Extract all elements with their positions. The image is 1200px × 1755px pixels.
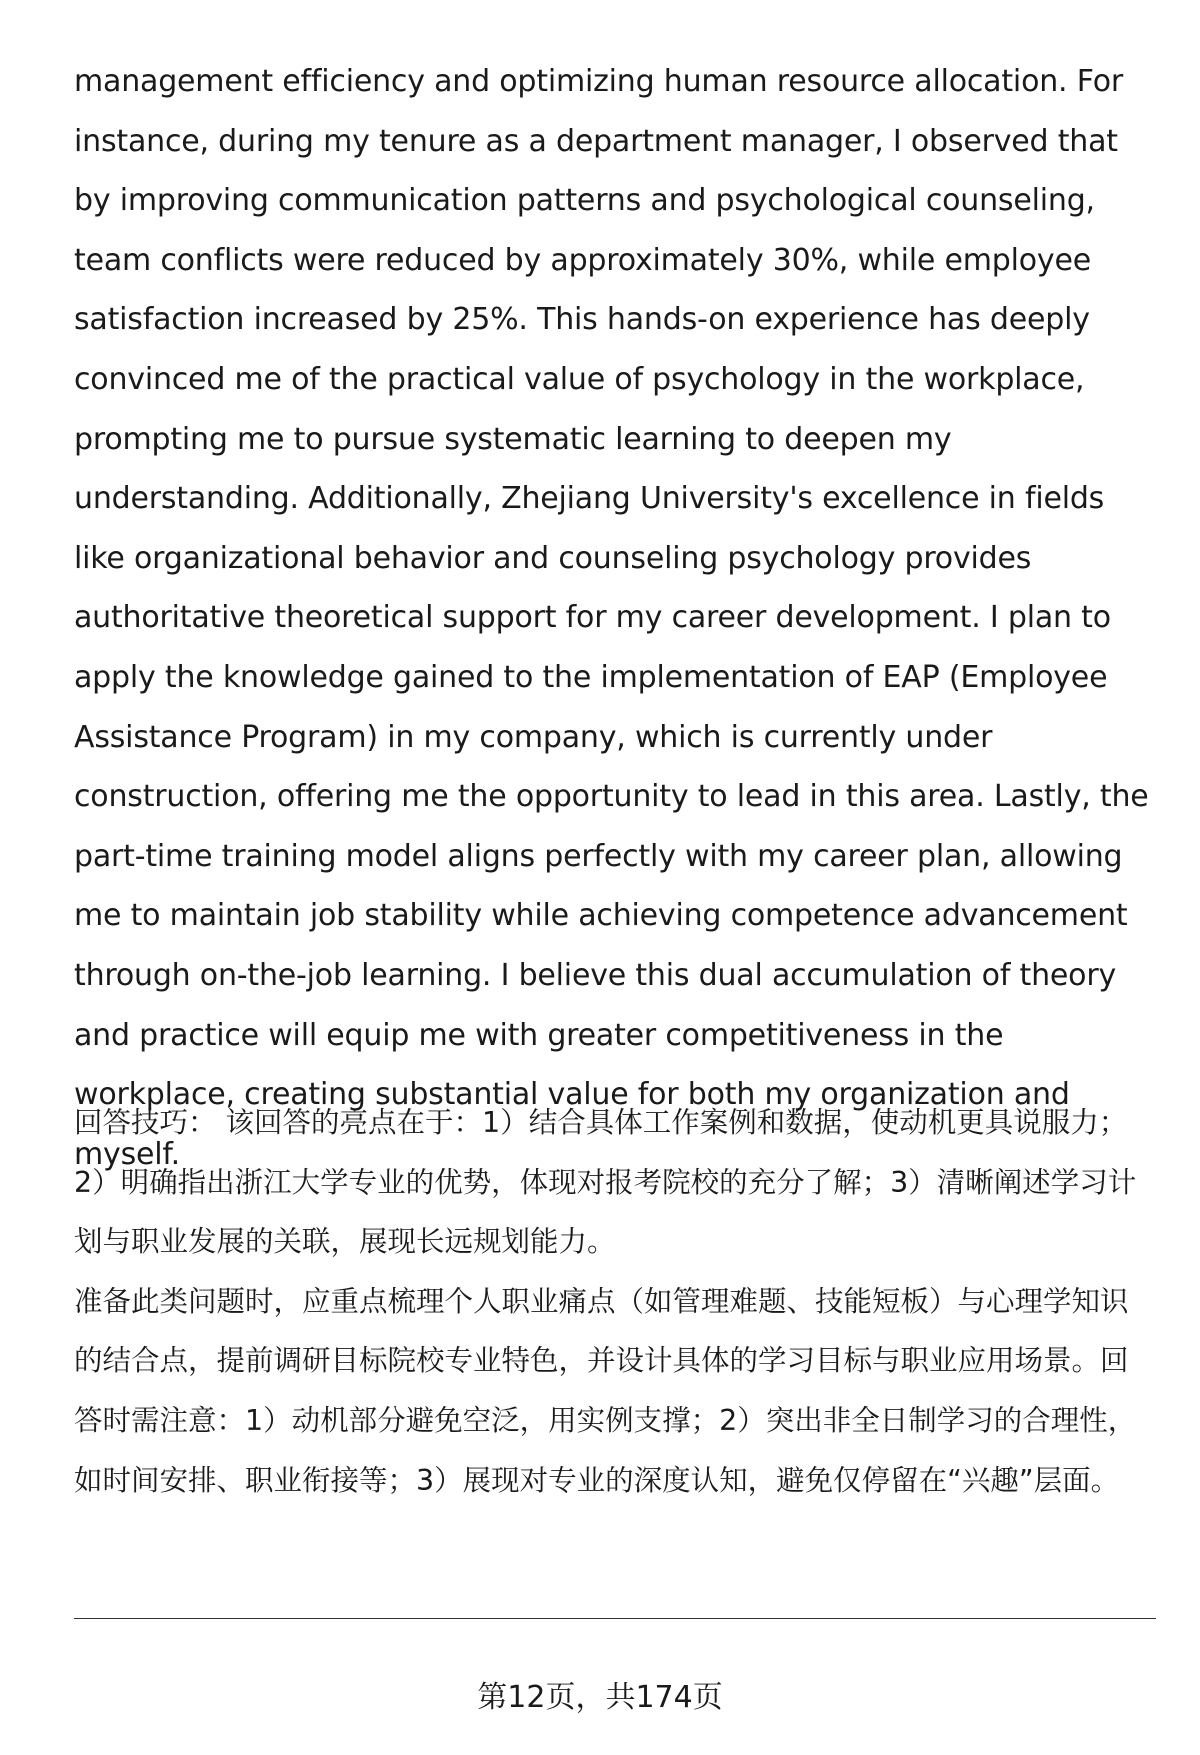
- page-number: 第12页，共174页: [477, 1680, 723, 1715]
- answer-paragraph: management efficiency and optimizing human resource allocation. For instance, during my tenure as a department manager, I observed that by improving communication patterns and psychological counseling, team conflicts were reduced by approximately 30%, while employee satisfaction increased by 25%. This hands-on experience has deeply convinced me of the practical value of psychology in the workplace, prompting me to pursue systematic learning to deepen my understanding. Additionally, Zhejiang University's excellence in fields like organizational behavior and counseling psychology provides authoritative theoretical support for my career development. I plan to apply the knowledge gained to the implementation of EAP (Employee Assistance Program) in my company, which is currently under construction, offering me the opportunity to lead in this area. Lastly, the part-time training model aligns perfectly with my career plan, allowing me to maintain job stability while achieving competence advancement through on-the-job learning. I believe this dual accumulation of theory and practice will equip me with greater competitiveness in the workplace, creating substantial value for both my organization and myself.: [74, 64, 1149, 1172]
- preparation-advice-paragraph: 准备此类问题时，应重点梳理个人职业痛点（如管理难题、技能短板）与心理学知识的结合点，提前调研目标院校专业特色，并设计具体的学习目标与职业应用场景。回答时需注意：1）动机部分避免空泛，用实例支撑；2）突出非全日制学习的合理性，如时间安排、职业衔接等；3）展现对专业的深度认知，避免仅停留在“兴趣”层面。: [74, 1284, 1137, 1497]
- tips-paragraph: 回答技巧： 该回答的亮点在于：1）结合具体工作案例和数据，使动机更具说服力；2）明确指出浙江大学专业的优势，体现对报考院校的充分了解；3）清晰阐述学习计划与职业发展的关联，展现长远规划能力。: [74, 1106, 1137, 1259]
- answer-tips-section: [74, 1093, 1154, 1510]
- footer-divider: [74, 1618, 1156, 1619]
